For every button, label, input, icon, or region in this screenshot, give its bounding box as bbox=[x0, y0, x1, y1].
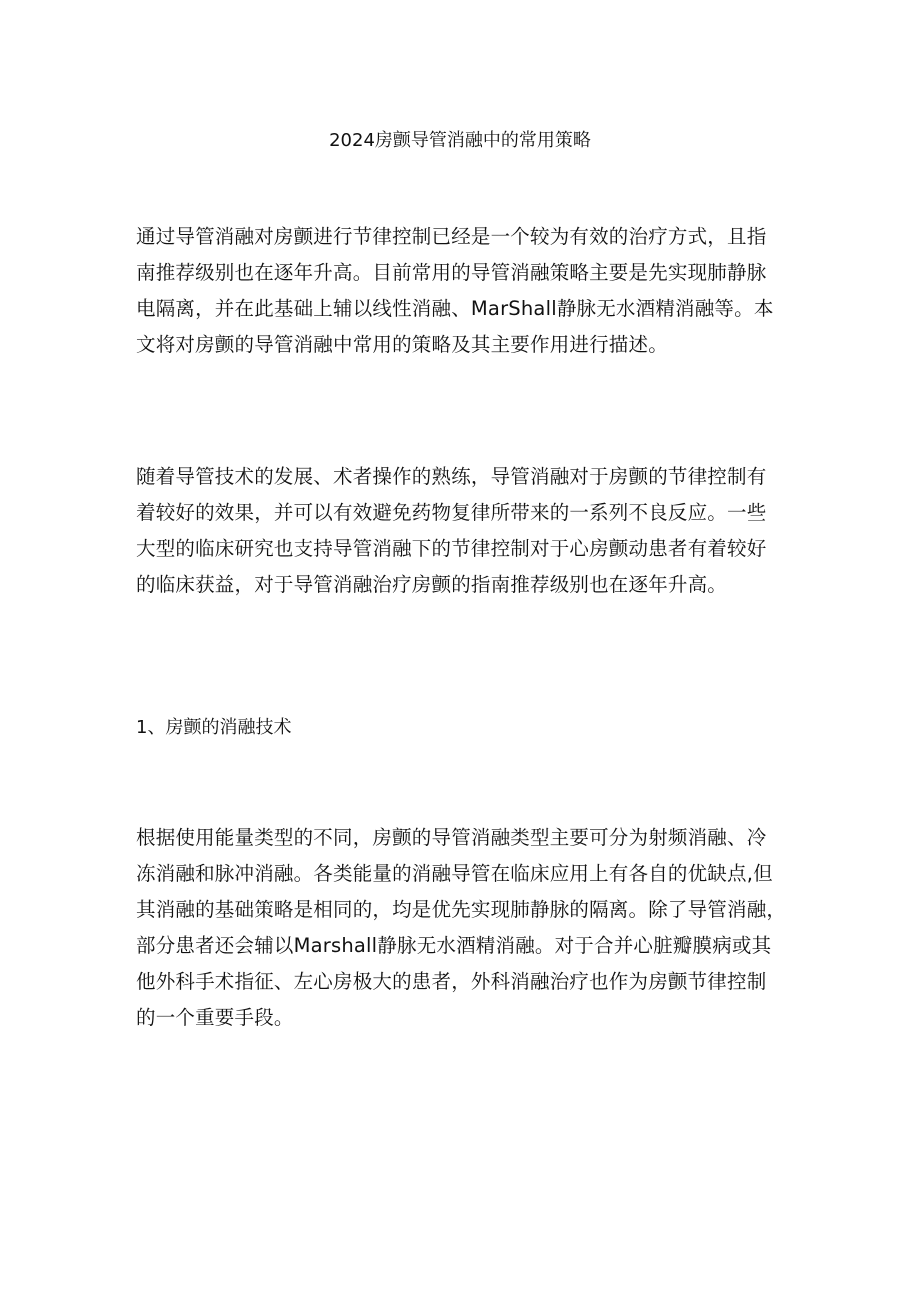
section-1-line: 根据使用能量类型的不同，房颤的导管消融类型主要可分为射频消融、冷 bbox=[136, 826, 767, 849]
section-1-line: 冻消融和脉冲消融。各类能量的消融导管在临床应用上有各自的优缺点,但 bbox=[136, 862, 773, 885]
section-1-heading: 1、房颤的消融技术 bbox=[136, 717, 292, 738]
intro-line: 南推荐级别也在逐年升高。目前常用的导管消融策略主要是先实现肺静脉 bbox=[136, 261, 767, 284]
section-1-line: 他外科手术指征、左心房极大的患者，外科消融治疗也作为房颤节律控制 bbox=[136, 970, 767, 993]
document-title: 2024房颤导管消融中的常用策略 bbox=[329, 130, 591, 151]
background-line: 的临床获益，对于导管消融治疗房颤的指南推荐级别也在逐年升高。 bbox=[136, 573, 728, 596]
section-1-line: 部分患者还会辅以Marshall静脉无水酒精消融。对于合并心脏瓣膜病或其 bbox=[136, 934, 772, 957]
intro-paragraph bbox=[136, 219, 796, 363]
background-line: 大型的临床研究也支持导管消融下的节律控制对于心房颤动患者有着较好 bbox=[136, 537, 767, 560]
intro-line: 电隔离，并在此基础上辅以线性消融、MarShall静脉无水酒精消融等。本 bbox=[136, 297, 774, 320]
background-line: 着较好的效果，并可以有效避免药物复律所带来的一系列不良反应。一些 bbox=[136, 501, 767, 524]
intro-line: 通过导管消融对房颤进行节律控制已经是一个较为有效的治疗方式，且指 bbox=[136, 225, 767, 248]
intro-line: 文将对房颤的导管消融中常用的策略及其主要作用进行描述。 bbox=[136, 333, 668, 356]
section-1-line: 的一个重要手段。 bbox=[136, 1006, 294, 1029]
section-1-paragraph bbox=[136, 820, 796, 1036]
background-paragraph bbox=[136, 459, 796, 603]
section-1-line: 其消融的基础策略是相同的，均是优先实现肺静脉的隔离。除了导管消融， bbox=[136, 898, 787, 921]
background-line: 随着导管技术的发展、术者操作的熟练，导管消融对于房颤的节律控制有 bbox=[136, 465, 767, 488]
